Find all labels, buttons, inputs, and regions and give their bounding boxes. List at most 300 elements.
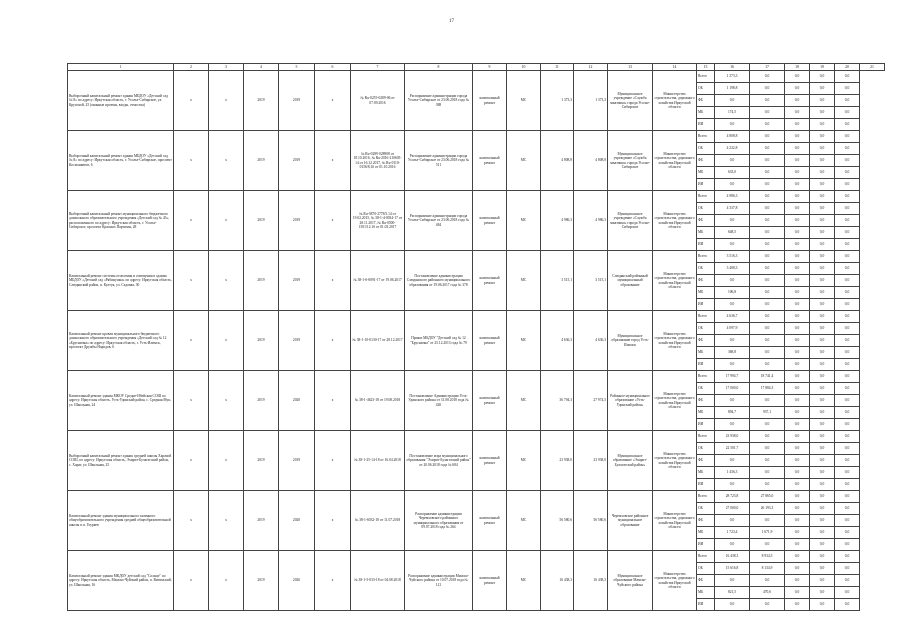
funding-value-cell: 0,0: [750, 275, 785, 287]
object-attribute-cell: x: [174, 131, 209, 191]
funding-value-cell: 0,0: [750, 359, 785, 371]
object-attribute-cell: № 38-1-5-033-18 от 04.08.2018: [351, 551, 405, 611]
funding-value-cell: 4 232,8: [715, 143, 750, 155]
object-attribute-cell: 27 974,5: [574, 371, 608, 431]
object-attribute-cell: x: [174, 71, 209, 131]
column-number-cell: 7: [351, 64, 405, 71]
object-attribute-cell: Постановление Администрации Усть-Удинского района от 31.08.2018 года № 420: [405, 371, 473, 431]
funding-source-cell: МБ: [697, 587, 715, 599]
funding-value-cell: 0,0: [750, 299, 785, 311]
funding-value-cell: 0,0: [810, 71, 835, 83]
object-attribute-cell: x: [209, 191, 244, 251]
object-attribute-cell: 16 438,3: [574, 551, 608, 611]
object-attribute-cell: x: [174, 371, 209, 431]
funding-value-cell: 0,0: [785, 419, 810, 431]
funding-value-cell: 0,0: [715, 539, 750, 551]
funding-value-cell: 0,0: [785, 479, 810, 491]
object-name-cell: Капитальный ремонт здания муниципального казенного общеобразовательного учреждения средней общеобразовательной школы п.п. Гоуряев: [68, 491, 174, 551]
object-attribute-cell: капитальный ремонт: [473, 191, 507, 251]
funding-value-cell: 1 723,4: [715, 527, 750, 539]
object-attribute-cell: x: [209, 551, 244, 611]
funding-value-cell: 0,0: [785, 443, 810, 455]
object-attribute-cell: МС: [507, 431, 541, 491]
funding-source-cell: ИИ: [697, 179, 715, 191]
funding-value-cell: 0,0: [810, 335, 835, 347]
funding-value-cell: 0,0: [785, 227, 810, 239]
funding-source-cell: ОБ: [697, 443, 715, 455]
funding-value-cell: 0,0: [785, 131, 810, 143]
funding-value-cell: 0,0: [715, 479, 750, 491]
funding-source-cell: ИИ: [697, 419, 715, 431]
funding-source-cell: ОБ: [697, 323, 715, 335]
funding-value-cell: 3 408,3: [715, 263, 750, 275]
funding-value-cell: 0,0: [750, 83, 785, 95]
object-name-cell: Выборочный капитальный ремонт здания МБДОУ «Детский сад № 8» по адресу: Иркутская область, г. Усолье-Сибирское, ул. Крупской, 25 (оконные проемы, входы, отмостка): [68, 71, 174, 131]
table-row: [68, 431, 885, 443]
funding-source-cell: Всего: [697, 71, 715, 83]
funding-source-cell: ОБ: [697, 203, 715, 215]
funding-value-cell: 0,0: [835, 359, 860, 371]
object-attribute-cell: капитальный ремонт: [473, 431, 507, 491]
funding-value-cell: 0,0: [810, 323, 835, 335]
funding-value-cell: 0,0: [810, 407, 835, 419]
object-name-cell: Капитальный ремонт кровли муниципального бюджетного дошкольного образовательного учреждения «Детский сад № 12 «Брусничка» по адресу: Иркутская область, г. Усть-Илимск, проспект Дружбы Народов, 6: [68, 311, 174, 371]
funding-value-cell: 8 934,5: [750, 551, 785, 563]
object-attribute-cell: капитальный ремонт: [473, 551, 507, 611]
funding-value-cell: 0,0: [785, 347, 810, 359]
funding-value-cell: 0,0: [810, 179, 835, 191]
funding-value-cell: 0,0: [835, 347, 860, 359]
column-number-cell: 14: [653, 64, 697, 71]
funding-value-cell: 0,0: [835, 155, 860, 167]
funding-value-cell: 0,0: [810, 455, 835, 467]
funding-value-cell: 0,0: [785, 371, 810, 383]
column-number-cell: 1: [68, 64, 174, 71]
object-name-cell: Капитальный ремонт системы отопления и освещения в здании МБДОУ «Детский сад «Рябинушка» по адресу: Иркутская область, Слюдянский район, п. Култук, ул. Садовая, 30: [68, 251, 174, 311]
object-attribute-cell: x: [315, 311, 351, 371]
object-attribute-cell: капитальный ремонт: [473, 311, 507, 371]
table-row: [68, 371, 885, 383]
object-attribute-cell: Министерство строительства, дорожного хозяйства Иркутской области: [653, 71, 697, 131]
object-attribute-cell: x: [315, 431, 351, 491]
object-attribute-cell: № Ru-0255-0289-06 от 07.09.2016: [351, 71, 405, 131]
object-attribute-cell: № 38-1-6032-18 от 11.07.2018: [351, 491, 405, 551]
funding-value-cell: 0,0: [750, 311, 785, 323]
funding-source-cell: ФБ: [697, 335, 715, 347]
funding-value-cell: 4 986,3: [715, 191, 750, 203]
funding-value-cell: 0,0: [750, 95, 785, 107]
object-attribute-cell: Муниципальное учреждение «Служба заказчика» города Усолье-Сибирское: [608, 131, 653, 191]
funding-value-cell: 0,0: [835, 119, 860, 131]
object-attribute-cell: 23 938,0: [574, 431, 608, 491]
funding-value-cell: 0,0: [750, 167, 785, 179]
funding-value-cell: 0,0: [810, 599, 835, 611]
funding-value-cell: 0,0: [715, 215, 750, 227]
funding-value-cell: 0,0: [750, 539, 785, 551]
funding-value-cell: 0,0: [785, 263, 810, 275]
column-number-cell: 15: [697, 64, 715, 71]
funding-value-cell: 0,0: [810, 191, 835, 203]
funding-source-cell: МБ: [697, 407, 715, 419]
funding-value-cell: 0,0: [750, 191, 785, 203]
funding-value-cell: 0,0: [750, 515, 785, 527]
object-attribute-cell: 2019: [244, 311, 279, 371]
funding-value-cell: 0,0: [810, 203, 835, 215]
funding-value-cell: 0,0: [810, 167, 835, 179]
object-attribute-cell: Муниципальное учреждение «Служба заказчика» города Усолье-Сибирское: [608, 71, 653, 131]
object-attribute-cell: 56 580,6: [541, 491, 574, 551]
funding-value-cell: 0,0: [835, 491, 860, 503]
funding-value-cell: 106,8: [715, 287, 750, 299]
object-name-cell: Выборочный капитальный ремонт муниципального бюджетного дошкольного образовательного учреждения «Детский сад № 43», расположенного по адресу: Иркутская область, г. Усолье-Сибирское, проспект Красных Партизан, 28: [68, 191, 174, 251]
funding-source-cell: МБ: [697, 227, 715, 239]
object-attribute-cell: x: [315, 71, 351, 131]
funding-value-cell: 0,0: [785, 155, 810, 167]
object-attribute-cell: 1 373,3: [574, 71, 608, 131]
funding-value-cell: 0,0: [835, 527, 860, 539]
object-attribute-cell: № 38-1-4623-18 от 19.08.2018: [351, 371, 405, 431]
object-attribute-cell: x: [174, 251, 209, 311]
object-attribute-cell: 2019: [244, 371, 279, 431]
funding-value-cell: 648,5: [715, 227, 750, 239]
table-row: [68, 191, 885, 203]
funding-value-cell: 0,0: [785, 299, 810, 311]
object-attribute-cell: Министерство строительства, дорожного хозяйства Иркутской области: [653, 251, 697, 311]
funding-source-cell: ОБ: [697, 383, 715, 395]
object-attribute-cell: Министерство строительства, дорожного хозяйства Иркутской области: [653, 191, 697, 251]
funding-value-cell: 0,0: [810, 155, 835, 167]
table-row: [68, 71, 885, 83]
object-attribute-cell: Распоряжение администрации города Усолье-Сибирское от 23.06.2018 года № 484: [405, 191, 473, 251]
funding-value-cell: 0,0: [810, 515, 835, 527]
object-attribute-cell: 2019: [244, 71, 279, 131]
funding-source-cell: Всего: [697, 251, 715, 263]
funding-value-cell: 0,0: [750, 395, 785, 407]
funding-value-cell: 0,0: [750, 443, 785, 455]
column-number-cell: 10: [507, 64, 541, 71]
funding-value-cell: 0,0: [810, 443, 835, 455]
funding-value-cell: 0,0: [835, 95, 860, 107]
object-attribute-cell: 4 636,3: [574, 311, 608, 371]
funding-source-cell: ОБ: [697, 83, 715, 95]
funding-value-cell: 0,0: [810, 311, 835, 323]
funding-source-cell: Всего: [697, 191, 715, 203]
object-attribute-cell: 2019: [279, 431, 315, 491]
object-attribute-cell: № 38-1-10-0130-17 от 28.12.2017: [351, 311, 405, 371]
funding-value-cell: 0,0: [785, 539, 810, 551]
funding-source-cell: Всего: [697, 371, 715, 383]
funding-value-cell: 0,0: [715, 455, 750, 467]
funding-value-cell: 0,0: [835, 599, 860, 611]
column-number-cell: 12: [574, 64, 608, 71]
funding-value-cell: 0,0: [810, 431, 835, 443]
funding-value-cell: 0,0: [715, 179, 750, 191]
funding-value-cell: 0,0: [715, 515, 750, 527]
funding-value-cell: 0,0: [750, 419, 785, 431]
object-attribute-cell: № 38-1-25-14-18 от 16.04.2018: [351, 431, 405, 491]
object-attribute-cell: 2019: [279, 131, 315, 191]
funding-value-cell: 0,0: [810, 503, 835, 515]
object-attribute-cell: МС: [507, 551, 541, 611]
funding-value-cell: 0,0: [785, 359, 810, 371]
funding-value-cell: 0,0: [785, 191, 810, 203]
funding-value-cell: 0,0: [835, 251, 860, 263]
funding-value-cell: 0,0: [810, 143, 835, 155]
funding-value-cell: 0,0: [810, 347, 835, 359]
funding-value-cell: 4 636,7: [715, 311, 750, 323]
funding-value-cell: 0,0: [835, 323, 860, 335]
funding-value-cell: 0,0: [810, 251, 835, 263]
funding-value-cell: 0,0: [810, 227, 835, 239]
object-attribute-cell: 2019: [279, 71, 315, 131]
funding-value-cell: 0,0: [835, 539, 860, 551]
object-attribute-cell: 23 938,0: [541, 431, 574, 491]
funding-value-cell: 0,0: [785, 311, 810, 323]
object-attribute-cell: 4 808,8: [574, 131, 608, 191]
funding-value-cell: 0,0: [750, 599, 785, 611]
funding-value-cell: 0,0: [835, 431, 860, 443]
funding-source-cell: ФБ: [697, 515, 715, 527]
funding-value-cell: 1 671,9: [750, 527, 785, 539]
column-number-cell: 21: [860, 64, 885, 71]
funding-value-cell: 0,0: [835, 395, 860, 407]
object-attribute-cell: 2020: [279, 551, 315, 611]
funding-value-cell: 0,0: [835, 479, 860, 491]
funding-value-cell: 0,0: [810, 131, 835, 143]
funding-value-cell: 0,0: [835, 107, 860, 119]
object-attribute-cell: x: [174, 551, 209, 611]
funding-value-cell: 821,5: [715, 587, 750, 599]
object-attribute-cell: Черемховское районное муниципальное образование: [608, 491, 653, 551]
funding-value-cell: 0,0: [835, 455, 860, 467]
funding-source-cell: ФБ: [697, 155, 715, 167]
object-attribute-cell: 4 986,3: [541, 191, 574, 251]
object-attribute-cell: x: [315, 491, 351, 551]
object-attribute-cell: капитальный ремонт: [473, 71, 507, 131]
funding-value-cell: 0,0: [785, 107, 810, 119]
object-name-cell: Капитальный ремонт здания МКДОУ детский сад "Солнце" по адресу: Иркутская область, Мамско-Чуйский район, п. Витимский, ул. Школьная, 16: [68, 551, 174, 611]
funding-value-cell: 0,0: [810, 539, 835, 551]
funding-value-cell: 0,0: [750, 335, 785, 347]
funding-value-cell: 0,0: [785, 119, 810, 131]
object-attribute-cell: капитальный ремонт: [473, 491, 507, 551]
object-attribute-cell: Распоряжение администрации города Усолье-Сибирское от 23.06.2018 года № 388: [405, 71, 473, 131]
object-attribute-cell: МС: [507, 131, 541, 191]
funding-value-cell: 0,0: [785, 395, 810, 407]
funding-value-cell: 0,0: [785, 599, 810, 611]
funding-source-cell: ФБ: [697, 455, 715, 467]
column-number-cell: 4: [244, 64, 279, 71]
funding-value-cell: 0,0: [835, 203, 860, 215]
funding-source-cell: ИИ: [697, 119, 715, 131]
object-attribute-cell: МС: [507, 191, 541, 251]
funding-value-cell: 0,0: [810, 275, 835, 287]
funding-value-cell: 0,0: [835, 83, 860, 95]
funding-value-cell: 0,0: [715, 335, 750, 347]
funding-value-cell: 0,0: [750, 287, 785, 299]
object-attribute-cell: Приказ МБДОУ "Детский сад № 12 "Брусничка" от 25.12.2013 года № 79: [405, 311, 473, 371]
object-attribute-cell: Муниципальное образование город Усть-Илимск: [608, 311, 653, 371]
funding-source-cell: МБ: [697, 167, 715, 179]
funding-value-cell: 0,0: [785, 383, 810, 395]
object-attribute-cell: Слюдянский районный муниципальный образование: [608, 251, 653, 311]
funding-value-cell: 0,0: [785, 287, 810, 299]
funding-value-cell: 174,5: [715, 107, 750, 119]
object-attribute-cell: № 38-1-6-0091-17 от 19.06.2017: [351, 251, 405, 311]
funding-value-cell: 0,0: [785, 431, 810, 443]
object-attribute-cell: 3 515,1: [541, 251, 574, 311]
funding-value-cell: 0,0: [835, 467, 860, 479]
funding-value-cell: 633,0: [715, 167, 750, 179]
funding-value-cell: 4 097,9: [715, 323, 750, 335]
funding-value-cell: 0,0: [835, 575, 860, 587]
funding-value-cell: 0,0: [750, 455, 785, 467]
funding-value-cell: 0,0: [785, 275, 810, 287]
funding-value-cell: 0,0: [750, 119, 785, 131]
funding-value-cell: 0,0: [835, 551, 860, 563]
object-attribute-cell: Министерство строительства, дорожного хозяйства Иркутской области: [653, 491, 697, 551]
funding-value-cell: 0,0: [785, 323, 810, 335]
funding-value-cell: 0,0: [785, 251, 810, 263]
object-attribute-cell: 36 794,3: [541, 371, 574, 431]
funding-value-cell: 0,0: [835, 191, 860, 203]
object-attribute-cell: x: [315, 251, 351, 311]
object-attribute-cell: 2019: [244, 491, 279, 551]
funding-value-cell: 0,0: [750, 431, 785, 443]
funding-source-cell: ОБ: [697, 503, 715, 515]
page-number: 17: [449, 19, 454, 24]
funding-value-cell: 0,0: [750, 263, 785, 275]
funding-value-cell: 8 134,9: [750, 563, 785, 575]
funding-value-cell: 18 741,4: [750, 371, 785, 383]
funding-value-cell: 0,0: [810, 83, 835, 95]
funding-value-cell: 0,0: [750, 323, 785, 335]
funding-value-cell: 0,0: [785, 563, 810, 575]
funding-value-cell: 0,0: [835, 287, 860, 299]
object-attribute-cell: МС: [507, 371, 541, 431]
object-attribute-cell: 1 373,3: [541, 71, 574, 131]
object-attribute-cell: 4 986,3: [574, 191, 608, 251]
funding-value-cell: 17 994,7: [715, 371, 750, 383]
funding-value-cell: 17 000,0: [715, 383, 750, 395]
funding-value-cell: 0,0: [750, 467, 785, 479]
funding-value-cell: 27 865,0: [750, 491, 785, 503]
funding-value-cell: 894,7: [715, 407, 750, 419]
funding-value-cell: 0,0: [835, 311, 860, 323]
funding-source-cell: ИИ: [697, 539, 715, 551]
funding-source-cell: ФБ: [697, 275, 715, 287]
table-row: [68, 311, 885, 323]
object-attribute-cell: x: [209, 431, 244, 491]
funding-value-cell: 0,0: [750, 575, 785, 587]
table-row: [68, 131, 885, 143]
funding-source-cell: Всего: [697, 131, 715, 143]
object-attribute-cell: 4 808,8: [541, 131, 574, 191]
funding-value-cell: 0,0: [750, 347, 785, 359]
object-name-cell: Выборочный капитальный ремонт здания МБДОУ «Детский сад № 8» по адресу: Иркутская область, г. Усолье-Сибирское, проспект Космонавтов, 6: [68, 131, 174, 191]
funding-source-cell: МБ: [697, 467, 715, 479]
object-attribute-cell: 2019: [244, 431, 279, 491]
funding-value-cell: 0,0: [810, 359, 835, 371]
funding-value-cell: 0,0: [785, 587, 810, 599]
funding-value-cell: 0,0: [810, 491, 835, 503]
object-attribute-cell: Министерство строительства, дорожного хозяйства Иркутской области: [653, 371, 697, 431]
funding-value-cell: 0,0: [835, 371, 860, 383]
object-attribute-cell: 2019: [279, 191, 315, 251]
funding-value-cell: 0,0: [810, 527, 835, 539]
object-attribute-cell: Муниципальное образование Мамско-Чуйского района: [608, 551, 653, 611]
object-attribute-cell: МС: [507, 251, 541, 311]
object-attribute-cell: Министерство строительства, дорожного хозяйства Иркутской области: [653, 311, 697, 371]
object-attribute-cell: капитальный ремонт: [473, 131, 507, 191]
object-attribute-cell: 2019: [244, 131, 279, 191]
object-attribute-cell: Постановление мэра муниципального образования "Эхирит-Булагатский район" от 20.06.2018 года № 684: [405, 431, 473, 491]
column-number-cell: 2: [174, 64, 209, 71]
column-number-cell: 9: [473, 64, 507, 71]
funding-value-cell: 0,0: [810, 479, 835, 491]
funding-value-cell: 0,0: [785, 467, 810, 479]
object-attribute-cell: x: [174, 191, 209, 251]
funding-value-cell: 0,0: [810, 239, 835, 251]
object-attribute-cell: x: [174, 311, 209, 371]
funding-value-cell: 26 193,3: [750, 503, 785, 515]
object-attribute-cell: Распоряжение администрации города Усолье-Сибирское от 23.06.2018 года № 511: [405, 131, 473, 191]
funding-value-cell: 1 373,3: [715, 71, 750, 83]
funding-value-cell: 0,0: [785, 95, 810, 107]
funding-value-cell: 1 198,8: [715, 83, 750, 95]
object-attribute-cell: 2020: [279, 371, 315, 431]
funding-value-cell: 0,0: [715, 575, 750, 587]
object-attribute-cell: № Ru-0289-028908 от 18.10.2016, № Ru-2016-210605-14 от 16.12.2017, № Ru-0110-0156/8,16 от 01.10.2016: [351, 131, 405, 191]
funding-value-cell: 0,0: [785, 575, 810, 587]
object-attribute-cell: 2019: [244, 251, 279, 311]
funding-value-cell: 0,0: [785, 71, 810, 83]
object-attribute-cell: Распоряжение администрации Черемховского районного муниципального образования от 09.07.2018 года № 264: [405, 491, 473, 551]
funding-value-cell: 0,0: [750, 107, 785, 119]
funding-value-cell: 0,0: [750, 479, 785, 491]
funding-value-cell: 0,0: [715, 95, 750, 107]
object-attribute-cell: Муниципальное образование «Эхирит-Булагатский район»: [608, 431, 653, 491]
funding-value-cell: 0,0: [785, 143, 810, 155]
funding-value-cell: 0,0: [715, 419, 750, 431]
funding-value-cell: 0,0: [785, 83, 810, 95]
object-attribute-cell: 56 580,6: [574, 491, 608, 551]
object-attribute-cell: x: [209, 491, 244, 551]
object-attribute-cell: x: [209, 371, 244, 431]
funding-source-cell: Всего: [697, 491, 715, 503]
object-attribute-cell: МС: [507, 491, 541, 551]
funding-value-cell: 0,0: [750, 179, 785, 191]
funding-value-cell: 0,0: [810, 395, 835, 407]
object-attribute-cell: Районное муниципальное образование «Усть-Удинский район»: [608, 371, 653, 431]
funding-value-cell: 0,0: [835, 299, 860, 311]
column-number-cell: 6: [315, 64, 351, 71]
funding-source-cell: ФБ: [697, 575, 715, 587]
funding-value-cell: 16 438,3: [715, 551, 750, 563]
funding-source-cell: ИИ: [697, 239, 715, 251]
column-number-cell: 20: [835, 64, 860, 71]
object-attribute-cell: x: [209, 131, 244, 191]
funding-value-cell: 15 616,8: [715, 563, 750, 575]
funding-source-cell: МБ: [697, 527, 715, 539]
funding-source-cell: МБ: [697, 347, 715, 359]
funding-source-cell: ФБ: [697, 215, 715, 227]
funding-value-cell: 0,0: [750, 131, 785, 143]
funding-value-cell: 0,0: [835, 227, 860, 239]
object-attribute-cell: 3 515,1: [574, 251, 608, 311]
object-attribute-cell: x: [209, 71, 244, 131]
funding-value-cell: 0,0: [810, 467, 835, 479]
